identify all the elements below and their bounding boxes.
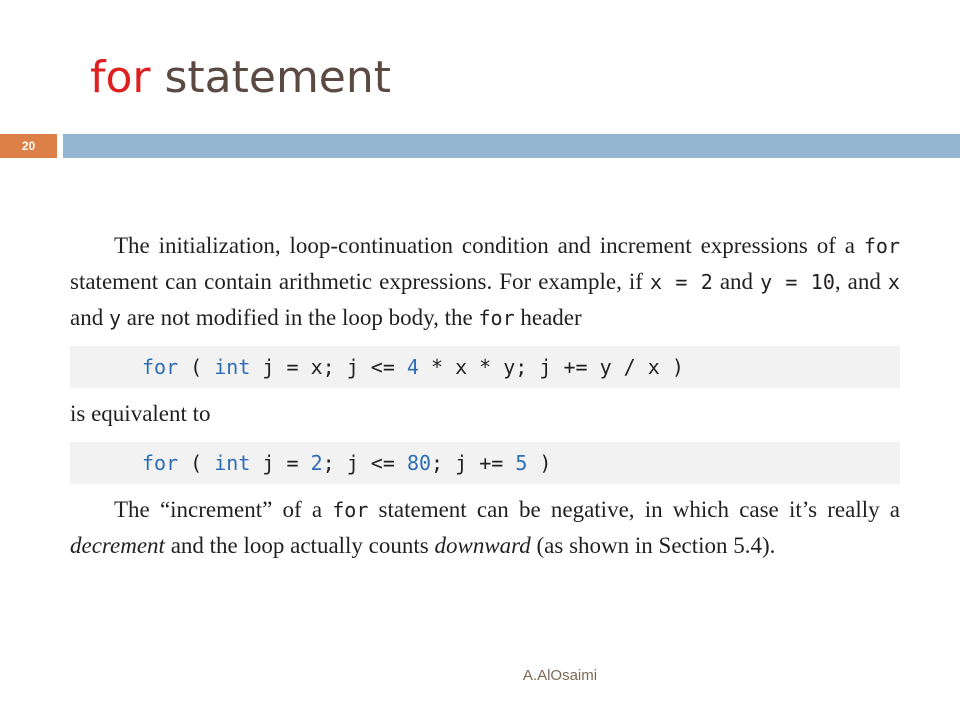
title-keyword: for <box>90 52 151 103</box>
slide-number: 20 <box>0 134 57 158</box>
code-keyword: int <box>214 355 251 379</box>
text-run: and the loop actually counts <box>164 533 435 558</box>
text-run: (as shown in Section 5.4). <box>530 533 776 558</box>
header-bar <box>0 134 960 158</box>
paragraph-equivalent: is equivalent to <box>70 401 211 426</box>
text-run: and <box>712 269 761 294</box>
text-run: are not modified in the loop body, the <box>121 305 479 330</box>
text-run: statement can contain arithmetic expressions. For example, if <box>70 269 650 294</box>
inline-code: x <box>887 270 900 294</box>
code-number: 80 <box>406 451 432 475</box>
code-keyword: int <box>214 451 251 475</box>
code-number: 4 <box>406 355 419 379</box>
code-block-equivalent <box>70 442 900 484</box>
code-text: j = <box>250 451 311 475</box>
code-keyword: for <box>142 451 179 475</box>
inline-code: x = 2 <box>650 270 713 294</box>
code-number: 2 <box>310 451 323 475</box>
slide-title <box>90 48 391 108</box>
code-text: ; j += <box>431 451 516 475</box>
inline-code: y = 10 <box>760 270 835 294</box>
text-run: The initialization, loop-continuation condition and increment expressions of a <box>114 233 864 258</box>
inline-code: y <box>108 306 122 330</box>
text-run: , and <box>834 269 888 294</box>
text-run: The “increment” of a <box>114 497 333 522</box>
inline-code: for <box>478 306 515 330</box>
code-text: ; j <= <box>322 451 407 475</box>
code-block-general <box>70 346 900 388</box>
footer-author: A.AlOsaimi <box>522 667 598 684</box>
code-keyword: for <box>142 355 179 379</box>
inline-code: for <box>863 234 900 258</box>
paragraph-decrement <box>70 492 900 564</box>
header-accent-bar <box>63 134 960 158</box>
text-run: statement can be negative, in which case it’s really a <box>368 497 901 522</box>
text-run: and <box>70 305 109 330</box>
title-text: statement <box>150 52 392 103</box>
emphasis: downward <box>434 533 531 558</box>
code-text: ) <box>527 451 552 475</box>
code-text: ( <box>178 355 215 379</box>
paragraph-intro <box>70 228 900 336</box>
code-text: * x * y; j += y / x ) <box>418 355 684 379</box>
inline-code: for <box>332 498 369 522</box>
emphasis: decrement <box>70 533 165 558</box>
slide-content <box>70 228 900 564</box>
code-text: ( <box>178 451 215 475</box>
code-number: 5 <box>515 451 528 475</box>
code-text: j = x; j <= <box>250 355 407 379</box>
text-run: header <box>514 305 582 330</box>
